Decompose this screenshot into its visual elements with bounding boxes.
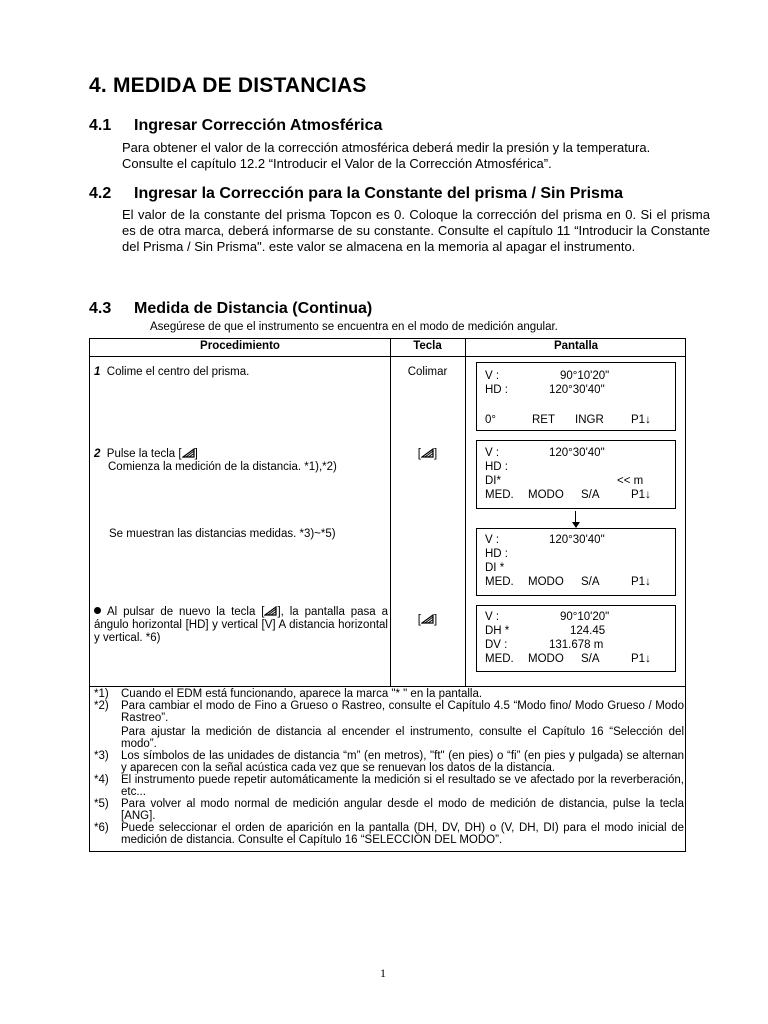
header-tecla: Tecla [413, 340, 442, 352]
softkey-label: 0° [485, 414, 496, 426]
softkey-label: P1↓ [631, 489, 651, 501]
page-number: 1 [380, 966, 386, 980]
screen-label: DI* [485, 475, 501, 487]
screen-label: HD : [485, 384, 508, 396]
footnote [94, 700, 684, 750]
footnote [94, 798, 684, 822]
key-bracket: [ [417, 614, 421, 626]
footnote-text: Los símbolos de las unidades de distancia “m” (en metros), "ft" (en pies) o “fi” (en pies y pulgada) se alternan y aparecen con la señal acústica cada vez que se renuevan los datos de la distancia. [121, 750, 684, 774]
footnote-tag: *3) [94, 750, 109, 762]
footnotes [94, 688, 684, 846]
display-screen-2 [476, 440, 676, 509]
screen-value: 124.45 [570, 625, 606, 637]
measure-key-icon [264, 606, 277, 616]
screen-label: V : [485, 447, 500, 459]
paragraph-line: Consulte el capítulo 12.2 “Introducir el Valor de la Corrección Atmosférica”. [122, 156, 552, 171]
step-text: Pulse la tecla [ [106, 448, 182, 460]
footnote-divider [90, 686, 685, 687]
footnote-tag: *5) [94, 798, 109, 810]
footnote-text: Para ajustar la medición de distancia al encender el instrumento, consulte el Capítulo 16 “Selección del modo”. [121, 726, 684, 750]
section-number: 4.1 [89, 117, 112, 134]
step-4 [94, 606, 388, 645]
softkey-label: MODO [528, 576, 564, 588]
screen-label: HD : [485, 548, 508, 560]
section-4-3-heading [89, 300, 372, 318]
measure-key-icon [421, 448, 434, 458]
step-text: Al pulsar de nuevo la tecla [ [107, 606, 265, 618]
column-divider [390, 339, 391, 687]
footnote-text: Para cambiar el modo de Fino a Grueso o Rastreo, consulte el Capítulo 4.5 “Modo fino/ Modo Grueso / Modo Rastreo”. [121, 700, 684, 724]
softkey-label: P1↓ [631, 414, 651, 426]
softkey-label: MED. [485, 489, 514, 501]
bullet-icon [94, 607, 101, 614]
softkey-label: S/A [581, 489, 600, 501]
screen-value: 120°30'40" [549, 384, 605, 396]
screen-value: 90°10'20" [560, 611, 610, 623]
header-divider [90, 356, 685, 357]
footnote [94, 774, 684, 798]
screen-label: DI * [485, 562, 505, 574]
header-procedimiento: Procedimiento [200, 340, 280, 352]
screen-value: << m [617, 475, 644, 487]
screen-value: 90°10'20" [560, 370, 610, 382]
softkey-label: MED. [485, 576, 514, 588]
step-number: 1 [94, 366, 101, 378]
step-text: Colime el centro del prisma. [106, 366, 250, 378]
softkey-label: S/A [581, 653, 600, 665]
key-bracket: [ [417, 448, 421, 460]
procedure-table [89, 338, 686, 852]
display-screen-1 [476, 362, 676, 431]
step-text: ] [194, 448, 198, 460]
measure-key-icon [182, 448, 195, 458]
footnote-text: Cuando el EDM está funcionando, aparece la marca "* " en la pantalla. [121, 688, 483, 700]
screen-value: 120°30'40" [549, 534, 605, 546]
section-4-3-note: Asegúrese de que el instrumento se encuentra en el modo de medición angular. [150, 321, 558, 333]
footnote-tag: *4) [94, 774, 109, 786]
key-bracket: ] [434, 448, 438, 460]
key-measure [390, 614, 465, 627]
page-title: 4. MEDIDA DE DISTANCIAS [89, 74, 367, 97]
screen-value: 120°30'40" [549, 447, 605, 459]
section-4-1-body [122, 140, 710, 172]
screen-label: V : [485, 611, 500, 623]
paragraph-line: Para obtener el valor de la corrección atmosférica deberá medir la presión y la temperatura. [122, 140, 651, 155]
step-text: ], la pantalla pasa a ángulo horizontal [HD] y vertical [V] A distancia horizontal y vertical. *6) [94, 606, 388, 644]
section-number: 4.3 [89, 300, 112, 317]
softkey-label: P1↓ [631, 576, 651, 588]
display-screen-3 [476, 528, 676, 596]
footnote [94, 822, 684, 846]
screen-label: HD : [485, 461, 508, 473]
section-number: 4.2 [89, 185, 112, 202]
section-title: Ingresar Corrección Atmosférica [134, 117, 383, 134]
footnote-text: Puede seleccionar el orden de aparición en la pantalla (DH, DV, DH) o (V, DH, DI) para el modo inicial de medición de distancia. Consulte el Capítulo 16 “SELECCIÓN DEL MODO”. [121, 822, 684, 846]
column-divider [465, 339, 466, 687]
footnote-tag: *6) [94, 822, 109, 834]
softkey-label: P1↓ [631, 653, 651, 665]
footnote [94, 750, 684, 774]
step-3: Se muestran las distancias medidas. *3)~*5) [109, 528, 336, 540]
softkey-label: MED. [485, 653, 514, 665]
screen-label: DV : [485, 639, 508, 651]
softkey-label: MODO [528, 489, 564, 501]
softkey-label: MODO [528, 653, 564, 665]
screen-label: V : [485, 534, 500, 546]
measure-key-icon [421, 614, 434, 624]
softkey-label: S/A [581, 576, 600, 588]
softkey-label: RET [532, 414, 555, 426]
footnote [94, 688, 684, 700]
section-4-2-heading [89, 185, 623, 203]
section-title: Medida de Distancia (Continua) [134, 300, 373, 317]
softkey-label: INGR [575, 414, 604, 426]
footnote-text: Para volver al modo normal de medición angular desde el modo de medición de distancia, pulse la tecla [ANG]. [121, 798, 684, 822]
section-4-2-body: El valor de la constante del prisma Topcon es 0. Coloque la corrección del prisma en 0. Si el prisma es de otra marca, deberá informarse de su constante. Consulte el capítulo 11 “Introducir la Constante del Prisma / Sin Prisma". este valor se almacena en la memoria al apagar el instrumento. [122, 207, 710, 254]
section-title: Ingresar la Corrección para la Constante del prisma / Sin Prisma [134, 185, 624, 202]
footnote-tag: *1) [94, 688, 109, 700]
footnote-tag: *2) [94, 700, 109, 712]
section-4-1-heading [89, 117, 382, 135]
key-colimar: Colimar [407, 366, 448, 378]
screen-value: 131.678 m [549, 639, 604, 651]
key-measure [390, 448, 465, 461]
step-2 [94, 448, 337, 474]
key-bracket: ] [434, 614, 438, 626]
step-number: 2 [94, 448, 101, 460]
step-1 [94, 366, 249, 379]
display-screen-4 [476, 605, 676, 672]
step-text: Comienza la medición de la distancia. *1),*2) [108, 461, 337, 473]
screen-label: V : [485, 370, 500, 382]
footnote-text: El instrumento puede repetir automáticamente la medición si el resultado se ve afectado por la reverberación, etc... [121, 774, 684, 798]
header-pantalla: Pantalla [553, 340, 599, 352]
screen-label: DH * [485, 625, 510, 637]
